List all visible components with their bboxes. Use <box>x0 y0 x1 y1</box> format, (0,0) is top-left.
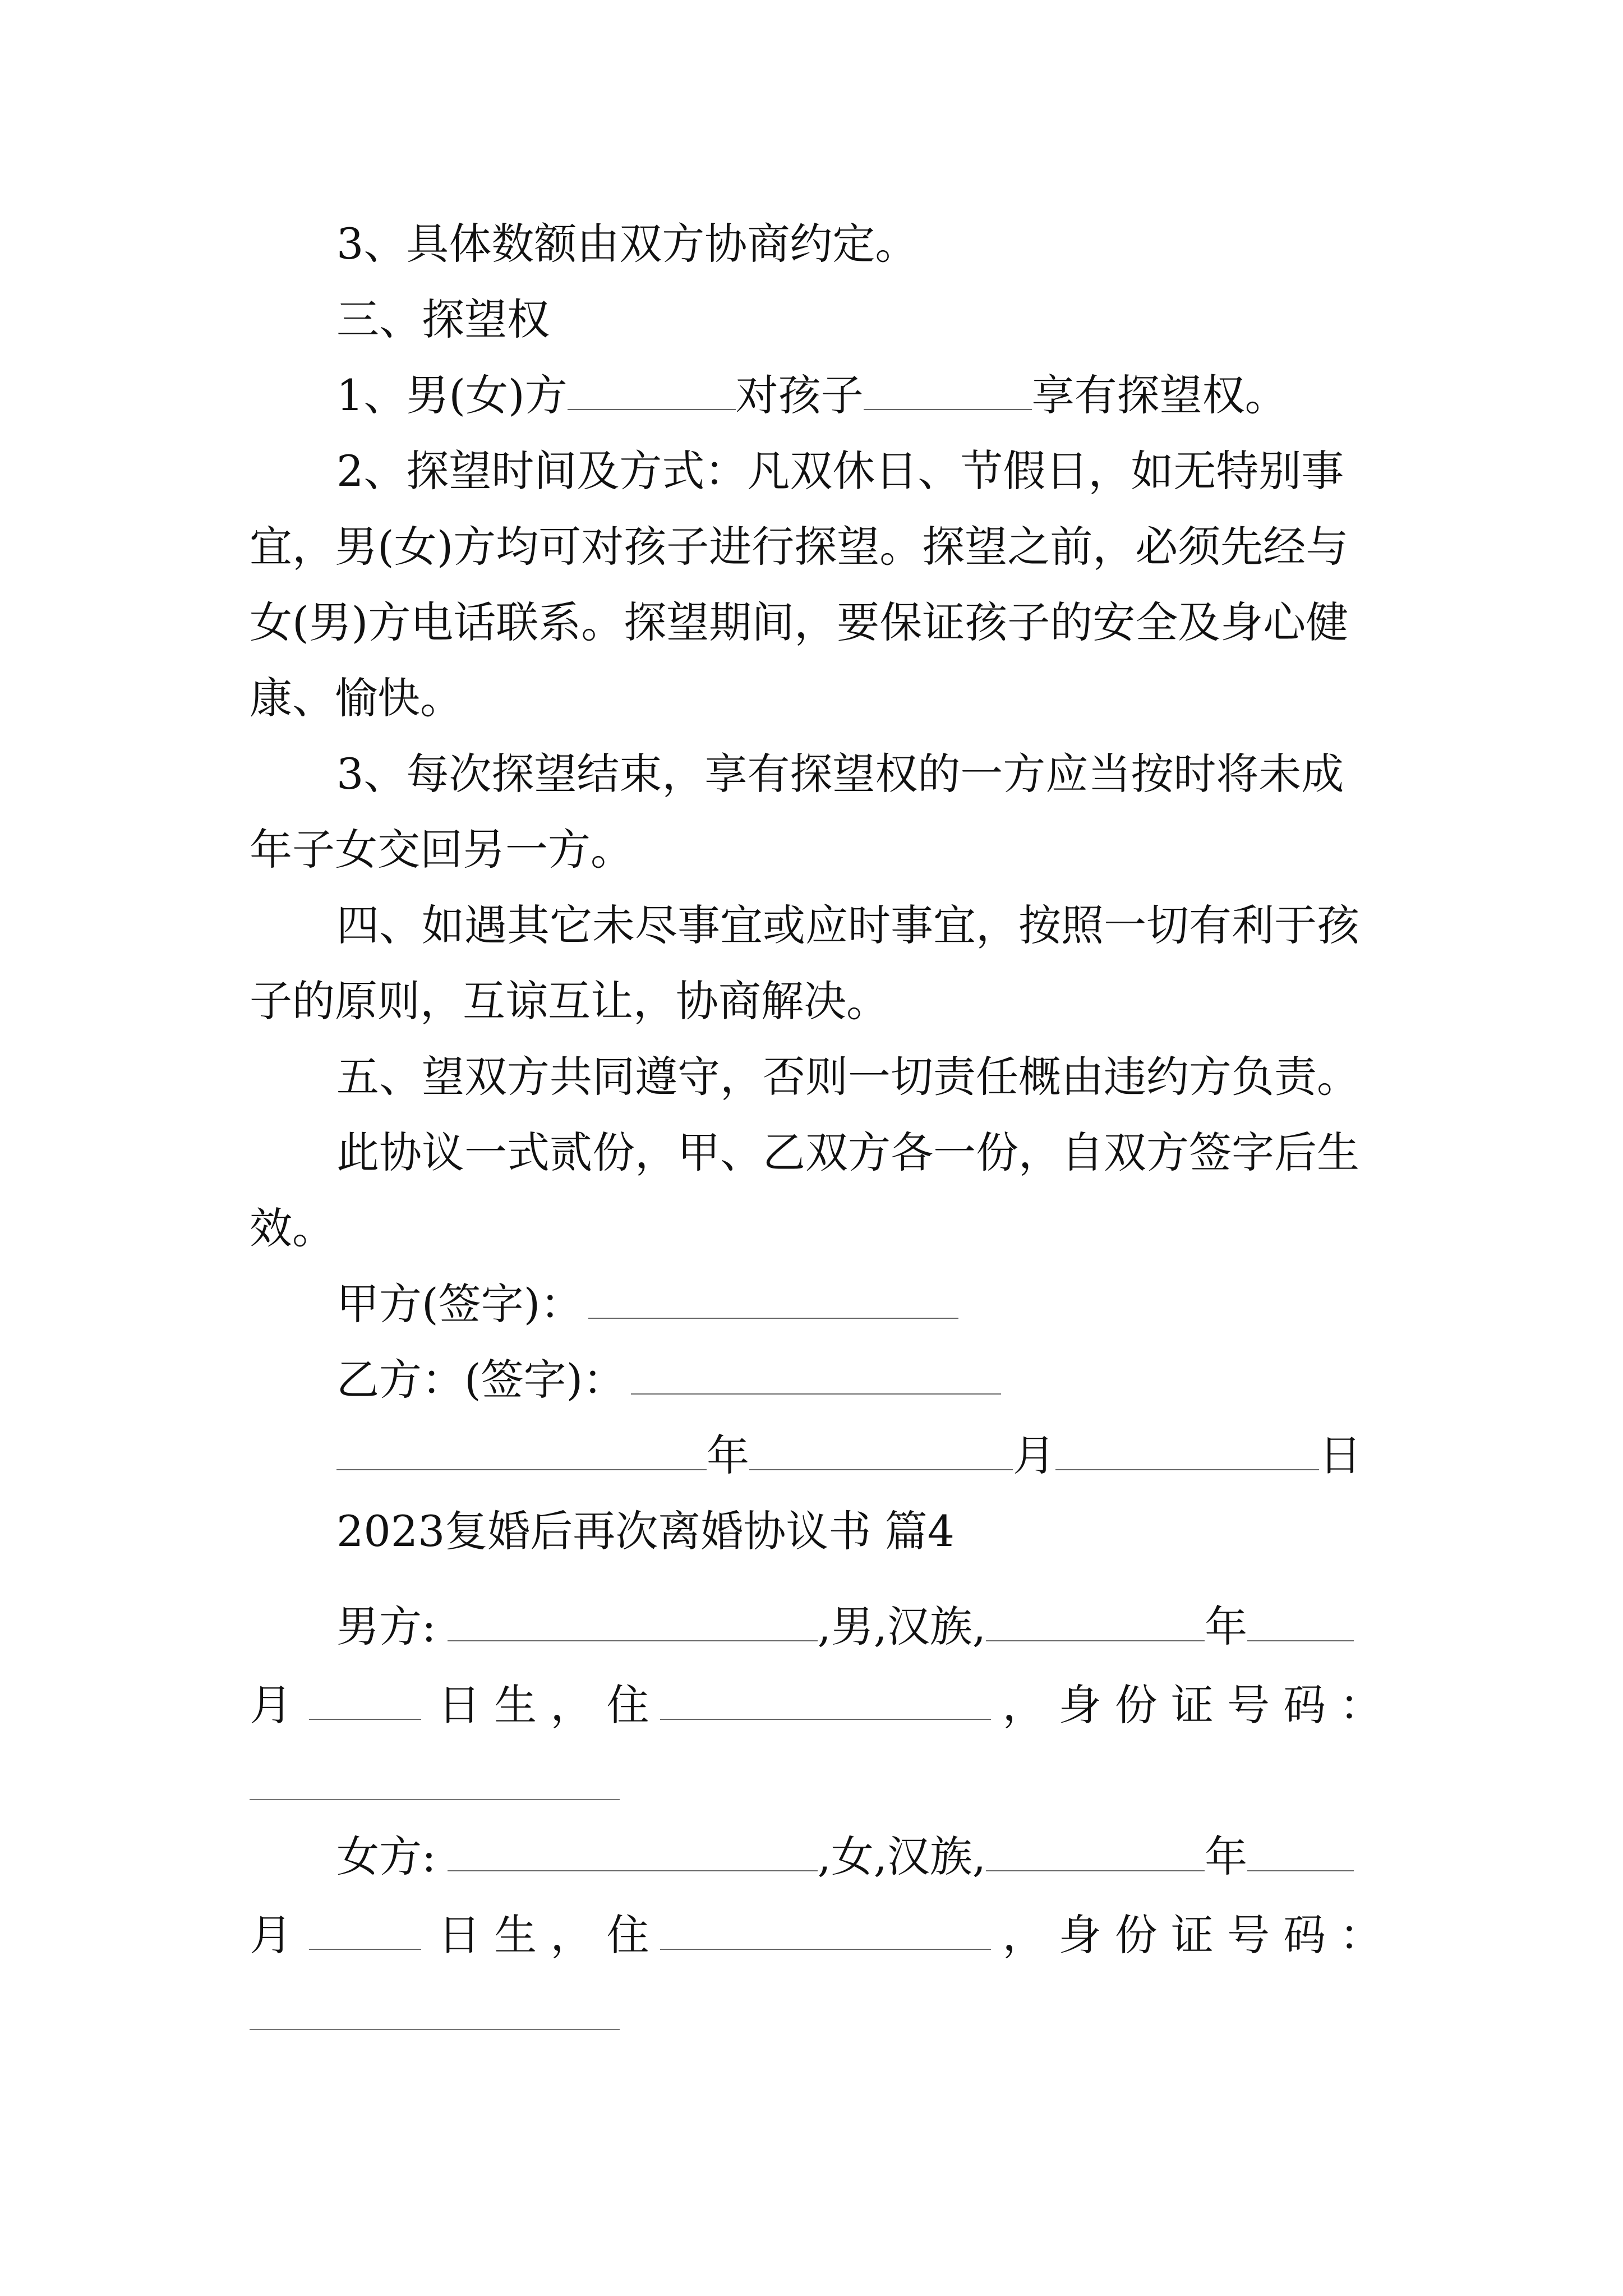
date-line <box>336 1428 1362 1484</box>
text: 月 <box>250 1680 292 1730</box>
text: 1、男(女)方 <box>336 370 568 420</box>
address-blank <box>660 1910 991 1950</box>
text: ， 身 份 证 号 码 ： <box>1002 1680 1382 1730</box>
day-blank <box>309 1910 421 1950</box>
label: 甲方(签字)： <box>336 1279 583 1329</box>
year-blank <box>336 1430 707 1470</box>
text: 日 生 ， 住 <box>438 1680 649 1730</box>
section-title: 2023复婚后再次离婚协议书 篇4 <box>336 1506 955 1556</box>
text: 享有探望权。 <box>1031 370 1288 420</box>
label: 男方: <box>336 1602 436 1651</box>
paragraph: 子的原则，互谅互让，协商解决。 <box>250 976 889 1026</box>
signature-blank <box>631 1354 1001 1395</box>
month-blank <box>1247 1601 1354 1641</box>
text: 年 <box>1205 1602 1248 1651</box>
text: ,男,汉族, <box>817 1602 986 1651</box>
month-blank <box>1247 1831 1354 1871</box>
month-blank <box>749 1430 1013 1470</box>
paragraph: 康、愉快。 <box>250 673 463 723</box>
id-number-blank <box>250 2029 620 2030</box>
label: 乙方：(签字)： <box>336 1355 626 1405</box>
text: 年 <box>1205 1832 1248 1881</box>
paragraph <box>336 367 1288 424</box>
name-blank <box>448 1601 818 1641</box>
paragraph: 2、探望时间及方式：凡双休日、节假日，如无特别事 <box>336 446 1344 496</box>
blank-field <box>568 370 736 410</box>
female-party-line-2 <box>250 1907 1382 1963</box>
paragraph: 五、望双方共同遵守，否则一切责任概由违约方负责。 <box>336 1052 1359 1102</box>
month-label: 月 <box>1013 1430 1055 1480</box>
paragraph: 3、每次探望结束，享有探望权的一方应当按时将未成 <box>336 749 1344 799</box>
male-party-line <box>336 1599 1354 1655</box>
id-number-blank <box>250 1799 620 1800</box>
year-blank <box>986 1601 1205 1641</box>
paragraph: 年子女交回另一方。 <box>250 825 633 875</box>
male-party-line-2 <box>250 1677 1382 1733</box>
paragraph: 四、如遇其它未尽事宜或应时事宜，按照一切有利于孩 <box>336 900 1359 950</box>
year-blank <box>986 1831 1205 1871</box>
paragraph: 宜，男(女)方均可对孩子进行探望。探望之前，必须先经与 <box>250 522 1349 572</box>
signature-party-b <box>336 1352 1001 1408</box>
text: 月 <box>250 1910 292 1960</box>
text: 日 生 ， 住 <box>438 1910 649 1960</box>
section-heading: 三、探望权 <box>336 295 550 344</box>
name-blank <box>448 1831 818 1871</box>
text: ,女,汉族, <box>817 1832 986 1881</box>
signature-blank <box>588 1278 958 1319</box>
year-label: 年 <box>707 1430 749 1480</box>
day-label: 日 <box>1319 1430 1362 1480</box>
paragraph: 效。 <box>250 1203 335 1253</box>
day-blank <box>1055 1430 1319 1470</box>
blank-field <box>864 370 1032 410</box>
address-blank <box>660 1680 991 1720</box>
signature-party-a <box>336 1276 958 1332</box>
paragraph: 此协议一式贰份，甲、乙双方各一份，自双方签字后生 <box>336 1128 1359 1177</box>
paragraph: 3、具体数额由双方协商约定。 <box>336 219 918 269</box>
female-party-line <box>336 1829 1354 1885</box>
day-blank <box>309 1680 421 1720</box>
text: 对孩子 <box>735 370 864 420</box>
label: 女方: <box>336 1832 436 1881</box>
paragraph: 女(男)方电话联系。探望期间，要保证孩子的安全及身心健 <box>250 597 1349 647</box>
text: ， 身 份 证 号 码 ： <box>1002 1910 1382 1960</box>
